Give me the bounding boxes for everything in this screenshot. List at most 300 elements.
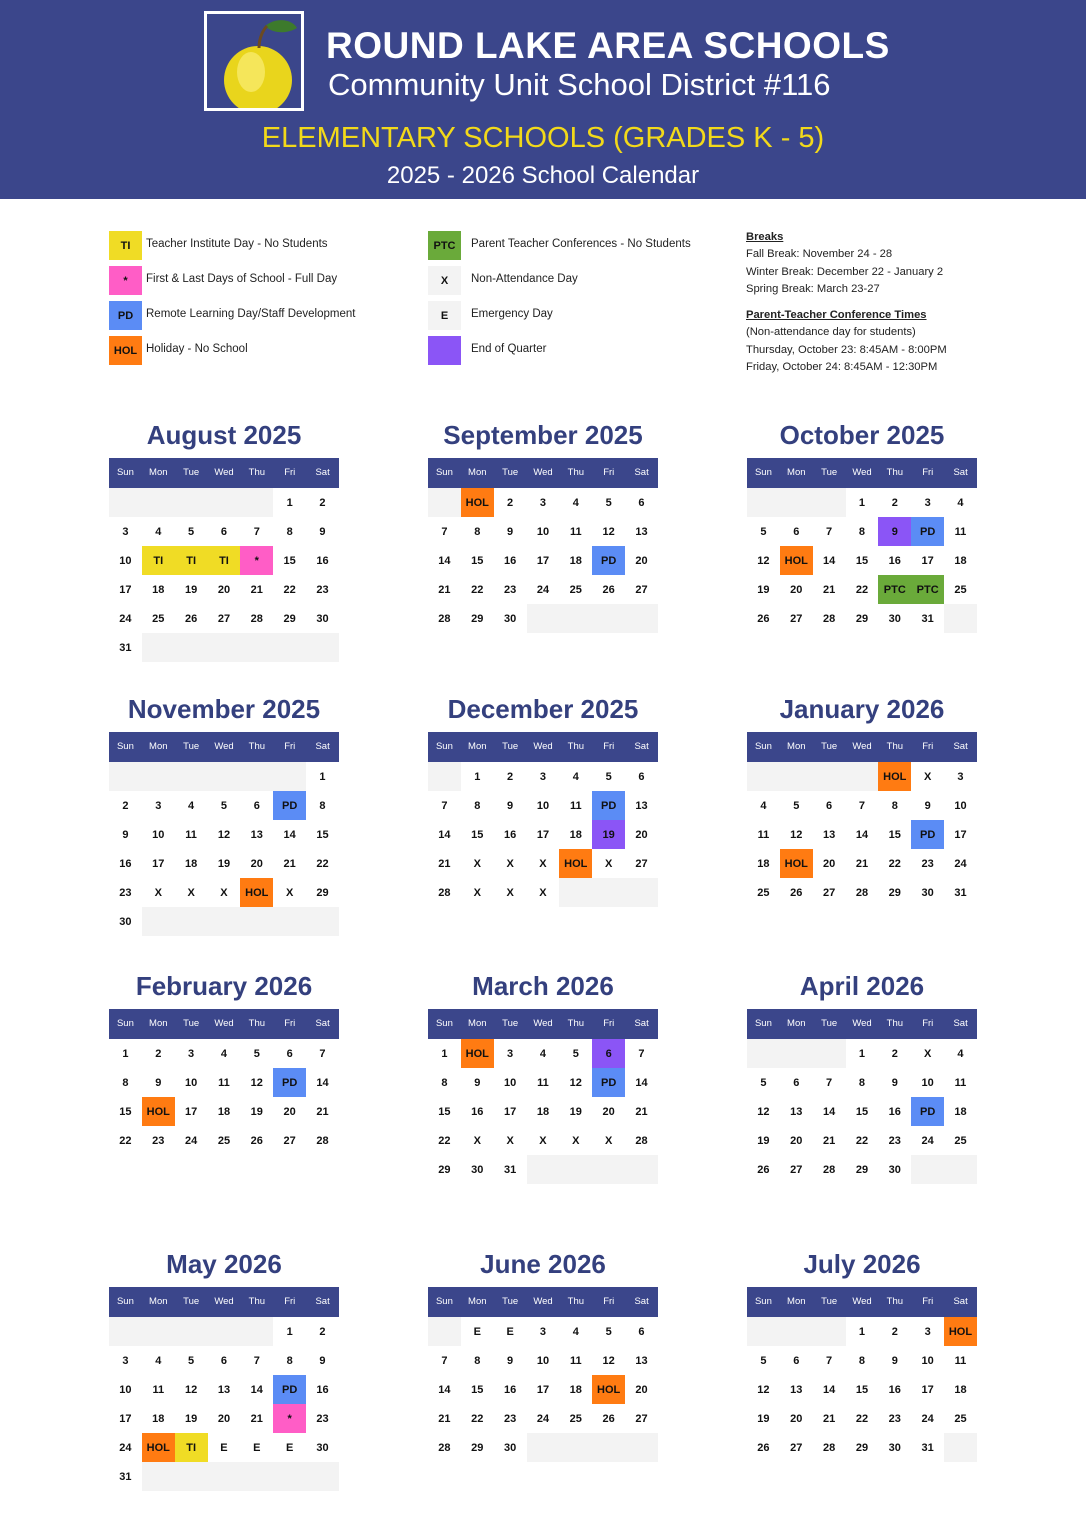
day-cell: 24	[954, 857, 967, 870]
empty-day-cell	[592, 1433, 625, 1462]
week-row	[428, 604, 658, 633]
day-cell: X	[187, 886, 195, 899]
day-cell: 11	[757, 828, 770, 841]
day-grid	[109, 1039, 339, 1155]
month-title: April 2026	[799, 971, 925, 1001]
day-cell: 23	[316, 1412, 329, 1425]
week-row	[109, 1039, 339, 1068]
day-cell: 6	[638, 1325, 645, 1338]
empty-day-cell	[625, 1155, 658, 1184]
day-cell: 19	[184, 1412, 198, 1425]
weekday-label: Wed	[852, 1018, 872, 1029]
day-cell: X	[506, 886, 514, 899]
weekday-label: Fri	[284, 1018, 296, 1029]
day-cell: 9	[878, 517, 911, 546]
day-cell: 28	[855, 886, 869, 899]
day-cell: 16	[503, 1383, 517, 1396]
day-cell: 23	[152, 1134, 165, 1147]
empty-day-cell	[240, 907, 273, 936]
weekday-label: Wed	[533, 1296, 553, 1307]
day-cell: 28	[822, 1163, 836, 1176]
week-row	[109, 488, 339, 517]
day-cell: 7	[441, 799, 448, 812]
legend-label: Teacher Institute Day - No Students	[146, 238, 328, 250]
empty-day-cell	[592, 878, 625, 907]
empty-day-cell	[813, 488, 846, 517]
day-cell: PD	[592, 546, 625, 575]
day-cell: 5	[760, 1076, 767, 1089]
day-cell: X	[539, 857, 547, 870]
day-cell: 20	[250, 857, 263, 870]
legend-left	[109, 229, 409, 369]
day-cell: 18	[757, 857, 770, 870]
day-cell: 29	[888, 886, 901, 899]
day-cell: 21	[438, 1412, 451, 1425]
empty-day-cell	[559, 1433, 592, 1462]
day-cell: 25	[569, 583, 582, 596]
day-cell: 29	[855, 612, 869, 625]
day-cell: PD	[273, 1375, 306, 1404]
week-row	[109, 604, 339, 633]
day-cell: 10	[954, 799, 967, 812]
empty-day-cell	[109, 1317, 142, 1346]
day-cell: 24	[536, 583, 550, 596]
week-row	[747, 1346, 977, 1375]
day-cell: 8	[474, 525, 481, 538]
week-row	[109, 907, 339, 936]
day-cell: 3	[539, 496, 547, 509]
empty-day-cell	[306, 1462, 339, 1491]
weekday-label: Thu	[248, 741, 266, 752]
day-cell: 21	[438, 857, 451, 870]
day-cell: 24	[119, 612, 132, 625]
day-cell: 7	[441, 1354, 448, 1367]
day-cell: 29	[438, 1163, 451, 1176]
day-cell: TI	[208, 546, 241, 575]
day-cell: 26	[757, 612, 770, 625]
weekday-header	[428, 732, 658, 762]
day-cell: 5	[605, 1325, 612, 1338]
day-cell: 14	[438, 828, 451, 841]
day-cell: 12	[602, 1354, 615, 1367]
day-cell: 27	[790, 1441, 803, 1454]
day-cell: 7	[826, 525, 833, 538]
week-row	[747, 1068, 977, 1097]
empty-day-cell	[625, 604, 658, 633]
day-cell: X	[220, 886, 228, 899]
empty-day-cell	[559, 1155, 592, 1184]
day-cell: 14	[316, 1076, 329, 1089]
day-cell: 17	[921, 554, 934, 567]
empty-day-cell	[944, 1155, 977, 1184]
day-cell: 3	[539, 1325, 547, 1338]
week-row	[428, 1155, 658, 1184]
day-cell: 11	[954, 1354, 967, 1367]
day-cell: 3	[122, 525, 129, 538]
weekday-label: Tue	[821, 1018, 838, 1029]
day-cell: 14	[822, 554, 836, 567]
day-cell: 12	[757, 554, 770, 567]
day-cell: PD	[273, 1068, 306, 1097]
day-cell: 5	[793, 799, 800, 812]
day-cell: 22	[316, 857, 329, 870]
weekday-label: Sun	[116, 741, 134, 752]
empty-day-cell	[780, 762, 813, 791]
week-row	[428, 1039, 658, 1068]
day-cell: 5	[572, 1047, 579, 1060]
day-cell: HOL	[780, 849, 813, 878]
day-cell: 25	[954, 1412, 967, 1425]
weekday-label: Sun	[116, 1018, 134, 1029]
month-title: June 2026	[480, 1249, 606, 1279]
empty-day-cell	[273, 1462, 306, 1491]
weekday-header	[428, 1287, 658, 1317]
empty-day-cell	[208, 762, 241, 791]
day-cell: PD	[592, 1068, 625, 1097]
day-cell: 7	[253, 525, 260, 538]
day-cell: 21	[250, 583, 263, 596]
day-cell: 5	[253, 1047, 260, 1060]
day-cell: 18	[217, 1105, 231, 1118]
weekday-label: Tue	[502, 741, 519, 752]
day-cell: 7	[638, 1047, 645, 1060]
week-row	[109, 546, 339, 575]
week-row	[747, 546, 977, 575]
day-cell: 20	[790, 1134, 803, 1147]
day-cell: 6	[592, 1039, 625, 1068]
ptc-thursday: Thursday, October 23: 8:45AM - 8:00PM	[746, 343, 947, 356]
day-cell: 24	[184, 1134, 198, 1147]
day-cell: 11	[569, 799, 582, 812]
day-cell: 3	[957, 770, 964, 783]
day-cell: 19	[184, 583, 198, 596]
day-cell: 15	[119, 1105, 132, 1118]
day-grid	[747, 1317, 977, 1462]
weekday-label: Fri	[284, 1296, 296, 1307]
day-cell: 27	[822, 886, 836, 899]
day-cell: 26	[250, 1134, 263, 1147]
weekday-label: Sun	[435, 467, 453, 478]
weekday-label: Tue	[183, 1296, 200, 1307]
day-cell: 15	[471, 1383, 484, 1396]
legend-swatch: X	[428, 266, 461, 295]
day-cell: 1	[858, 496, 866, 509]
day-cell: 12	[217, 828, 231, 841]
empty-day-cell	[780, 488, 813, 517]
empty-day-cell	[142, 1462, 175, 1491]
day-cell: 4	[188, 799, 195, 812]
day-cell: 31	[119, 641, 132, 654]
weekday-label: Wed	[852, 741, 872, 752]
empty-day-cell	[592, 1155, 625, 1184]
day-cell: X	[572, 1134, 580, 1147]
empty-day-cell	[625, 878, 658, 907]
day-cell: 1	[319, 770, 326, 783]
day-cell: 30	[503, 612, 517, 625]
empty-day-cell	[780, 1039, 813, 1068]
day-cell: 3	[507, 1047, 514, 1060]
day-cell: 10	[921, 1354, 934, 1367]
day-cell: PD	[911, 820, 944, 849]
weekday-label: Sat	[315, 741, 330, 752]
day-cell: 14	[438, 1383, 451, 1396]
day-cell: 12	[757, 1105, 770, 1118]
legend-label: Non-Attendance Day	[471, 273, 578, 285]
day-cell: 27	[790, 1163, 803, 1176]
week-row	[109, 1097, 339, 1126]
week-row	[747, 517, 977, 546]
empty-day-cell	[109, 488, 142, 517]
day-cell: 28	[438, 1441, 451, 1454]
weekday-label: Thu	[886, 1296, 904, 1307]
day-cell: 23	[503, 583, 517, 596]
day-grid	[747, 762, 977, 907]
day-grid	[747, 1039, 977, 1184]
day-cell: 17	[954, 828, 967, 841]
day-cell: 18	[184, 857, 198, 870]
week-row	[109, 1317, 339, 1346]
day-cell: 28	[635, 1134, 648, 1147]
day-cell: 30	[471, 1163, 484, 1176]
day-cell: 26	[790, 886, 803, 899]
ptc-friday: Friday, October 24: 8:45AM - 12:30PM	[746, 361, 938, 374]
weekday-label: Wed	[533, 741, 553, 752]
day-cell: 15	[283, 554, 296, 567]
day-cell: 6	[638, 496, 645, 509]
day-cell: 27	[790, 612, 803, 625]
day-cell: 4	[220, 1047, 228, 1060]
empty-day-cell	[813, 1039, 846, 1068]
weekday-label: Sun	[754, 1018, 772, 1029]
day-cell: 7	[858, 799, 866, 812]
day-cell: 28	[822, 612, 836, 625]
day-cell: 29	[316, 886, 329, 899]
day-cell: 2	[155, 1047, 162, 1060]
day-cell: 27	[635, 583, 648, 596]
day-cell: 19	[250, 1105, 263, 1118]
weekday-label: Sat	[315, 1296, 330, 1307]
day-cell: 22	[888, 857, 901, 870]
day-cell: 22	[855, 1412, 869, 1425]
day-cell: 22	[438, 1134, 451, 1147]
notes-panel	[746, 229, 947, 376]
day-cell: 10	[152, 828, 165, 841]
weekday-label: Fri	[603, 467, 615, 478]
day-cell: 1	[858, 1047, 866, 1060]
day-cell: 31	[503, 1163, 517, 1176]
day-cell: 17	[536, 828, 550, 841]
weekday-label: Thu	[886, 1018, 904, 1029]
day-cell: 7	[441, 525, 448, 538]
weekday-label: Tue	[183, 1018, 200, 1029]
day-cell: 8	[858, 1354, 866, 1367]
day-cell: X	[604, 1134, 613, 1147]
day-cell: 22	[855, 583, 869, 596]
day-cell: 10	[503, 1076, 517, 1089]
empty-day-cell	[142, 1317, 175, 1346]
day-cell: X	[154, 886, 162, 899]
day-cell: 23	[316, 583, 329, 596]
day-grid	[109, 488, 339, 662]
day-cell: 12	[790, 828, 803, 841]
week-row	[109, 849, 339, 878]
day-cell: E	[473, 1325, 481, 1338]
week-row	[109, 762, 339, 791]
day-cell: 1	[122, 1047, 129, 1060]
day-cell: 9	[319, 525, 326, 538]
weekday-label: Wed	[533, 467, 553, 478]
month-title: November 2025	[127, 694, 321, 724]
fall-break: Fall Break: November 24 - 28	[746, 248, 893, 261]
week-row	[747, 604, 977, 633]
day-cell: E	[253, 1441, 261, 1454]
day-cell: 30	[888, 612, 901, 625]
day-cell: 5	[188, 1354, 195, 1367]
weekday-header	[747, 1287, 977, 1317]
day-cell: HOL	[142, 1097, 175, 1126]
week-row	[747, 1317, 977, 1346]
day-cell: 1	[858, 1325, 866, 1338]
day-cell: 4	[957, 1047, 964, 1060]
day-cell: 3	[188, 1047, 195, 1060]
weekday-label: Fri	[284, 741, 296, 752]
empty-day-cell	[208, 907, 241, 936]
day-cell: 16	[888, 1105, 901, 1118]
day-cell: 18	[152, 1412, 165, 1425]
empty-day-cell	[747, 1039, 780, 1068]
day-cell: TI	[142, 546, 175, 575]
week-row	[428, 1346, 658, 1375]
day-cell: 26	[602, 1412, 615, 1425]
empty-day-cell	[208, 488, 241, 517]
day-cell: 24	[921, 1134, 934, 1147]
week-row	[109, 791, 339, 820]
weekday-label: Sun	[754, 467, 772, 478]
day-cell: 14	[635, 1076, 648, 1089]
week-row	[747, 575, 977, 604]
day-cell: 18	[569, 1383, 582, 1396]
day-cell: 23	[503, 1412, 517, 1425]
day-cell: 15	[855, 1383, 869, 1396]
day-cell: 13	[790, 1105, 803, 1118]
day-cell: HOL	[944, 1317, 977, 1346]
empty-day-cell	[273, 762, 306, 791]
day-cell: 30	[921, 886, 934, 899]
day-cell: 26	[757, 1441, 770, 1454]
legend-swatch: PTC	[428, 231, 461, 260]
weekday-label: Sun	[435, 741, 453, 752]
day-cell: 20	[602, 1105, 615, 1118]
day-cell: E	[506, 1325, 514, 1338]
week-row	[747, 878, 977, 907]
day-cell: 29	[471, 612, 484, 625]
day-cell: 28	[438, 886, 451, 899]
day-cell: HOL	[780, 546, 813, 575]
day-cell: 21	[316, 1105, 329, 1118]
day-cell: 23	[888, 1412, 901, 1425]
day-cell: X	[604, 857, 613, 870]
week-row	[428, 820, 658, 849]
day-cell: PD	[592, 791, 625, 820]
weekday-label: Sun	[116, 467, 134, 478]
day-cell: 20	[217, 1412, 231, 1425]
day-cell: 19	[757, 1412, 770, 1425]
day-cell: 16	[316, 1383, 329, 1396]
empty-day-cell	[240, 1317, 273, 1346]
day-cell: 3	[924, 496, 931, 509]
empty-day-cell	[306, 633, 339, 662]
district-title: ROUND LAKE AREA SCHOOLS	[326, 25, 890, 66]
month-title: August 2025	[146, 420, 302, 450]
empty-day-cell	[846, 762, 879, 791]
empty-day-cell	[273, 907, 306, 936]
day-cell: 8	[286, 525, 293, 538]
weekday-label: Tue	[183, 741, 200, 752]
day-cell: 19	[592, 820, 625, 849]
day-cell: 12	[184, 1383, 198, 1396]
day-cell: 22	[855, 1134, 869, 1147]
week-row	[109, 1462, 339, 1491]
day-cell: 15	[471, 554, 484, 567]
day-cell: 14	[822, 1383, 836, 1396]
day-cell: 19	[757, 1134, 770, 1147]
day-cell: 6	[220, 525, 228, 538]
weekday-label: Thu	[567, 741, 585, 752]
day-cell: 16	[888, 1383, 901, 1396]
day-cell: 17	[503, 1105, 517, 1118]
month-title: October 2025	[779, 420, 945, 450]
weekday-label: Thu	[886, 467, 904, 478]
weekday-label: Fri	[922, 741, 934, 752]
month-title: December 2025	[447, 694, 639, 724]
empty-day-cell	[428, 488, 461, 517]
day-grid	[428, 762, 658, 907]
day-cell: X	[923, 770, 932, 783]
month-title: September 2025	[443, 420, 643, 450]
day-cell: 11	[152, 1383, 165, 1396]
day-cell: 6	[220, 1354, 228, 1367]
weekday-label: Sat	[634, 1018, 649, 1029]
week-row	[428, 878, 658, 907]
day-cell: 26	[602, 583, 615, 596]
empty-day-cell	[142, 488, 175, 517]
day-cell: 26	[184, 612, 198, 625]
week-row	[428, 575, 658, 604]
day-cell: 29	[283, 612, 296, 625]
day-cell: 18	[954, 1105, 967, 1118]
day-cell: 7	[253, 1354, 260, 1367]
day-cell: 4	[957, 496, 964, 509]
day-cell: 20	[283, 1105, 296, 1118]
day-cell: HOL	[461, 488, 494, 517]
day-cell: HOL	[240, 878, 273, 907]
day-cell: 13	[250, 828, 263, 841]
legend-swatch	[428, 336, 461, 365]
empty-day-cell	[240, 762, 273, 791]
day-cell: 8	[122, 1076, 129, 1089]
empty-day-cell	[175, 1462, 208, 1491]
day-cell: 21	[855, 857, 869, 870]
week-row	[747, 1039, 977, 1068]
day-cell: 16	[503, 828, 517, 841]
day-cell: 28	[822, 1441, 836, 1454]
empty-day-cell	[208, 633, 241, 662]
weekday-label: Thu	[567, 1018, 585, 1029]
week-row	[747, 762, 977, 791]
empty-day-cell	[175, 488, 208, 517]
weekday-label: Tue	[502, 467, 519, 478]
day-cell: 9	[155, 1076, 162, 1089]
